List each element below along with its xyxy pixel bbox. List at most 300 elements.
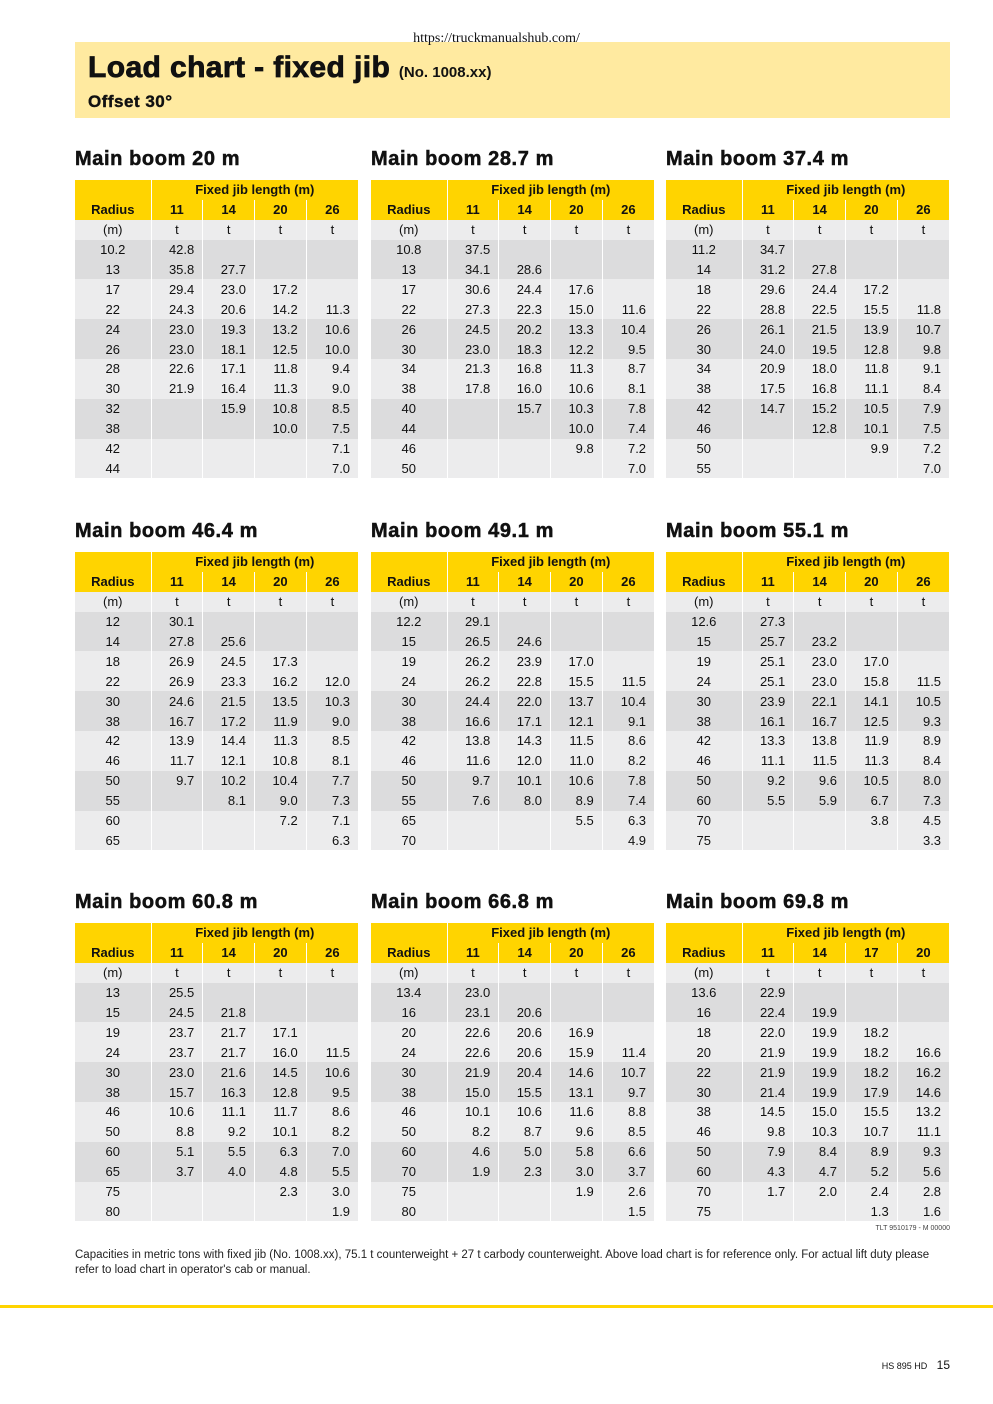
capacity-cell: 16.9 [551, 1022, 603, 1042]
capacity-cell: 11.6 [551, 1102, 603, 1122]
jib-length-header: 26 [602, 572, 654, 592]
capacity-cell: 8.7 [602, 359, 654, 379]
capacity-cell [255, 1201, 307, 1221]
ton-unit: t [602, 592, 654, 612]
header-spacer [666, 180, 742, 200]
capacity-cell [203, 240, 255, 260]
table-row [75, 299, 358, 319]
capacity-cell: 5.0 [499, 1142, 551, 1162]
load-table-block [75, 891, 358, 1221]
radius-cell: 60 [666, 1162, 742, 1182]
radius-cell: 19 [75, 1022, 151, 1042]
capacity-cell: 6.6 [602, 1142, 654, 1162]
header-spacer [371, 923, 447, 943]
radius-cell: 44 [75, 458, 151, 478]
capacity-cell: 9.1 [897, 359, 949, 379]
capacity-cell: 31.2 [742, 260, 794, 280]
capacity-cell: 3.0 [551, 1162, 603, 1182]
capacity-cell: 2.6 [602, 1182, 654, 1202]
table-row [371, 260, 654, 280]
table-row [371, 612, 654, 632]
capacity-cell [602, 612, 654, 632]
capacity-cell: 8.1 [602, 379, 654, 399]
capacity-cell: 27.7 [203, 260, 255, 280]
capacity-cell: 9.6 [794, 771, 846, 791]
table-row [75, 1201, 358, 1221]
capacity-cell: 2.8 [897, 1182, 949, 1202]
radius-cell: 50 [666, 771, 742, 791]
radius-cell: 46 [666, 1122, 742, 1142]
capacity-cell: 8.7 [499, 1122, 551, 1142]
capacity-cell: 11.4 [602, 1042, 654, 1062]
capacity-cell: 24.6 [151, 691, 203, 711]
radius-cell: 46 [666, 751, 742, 771]
capacity-cell: 14.5 [742, 1102, 794, 1122]
capacity-cell: 9.7 [602, 1082, 654, 1102]
capacity-cell: 8.0 [499, 791, 551, 811]
capacity-cell: 19.9 [794, 1003, 846, 1023]
load-table [371, 552, 654, 850]
capacity-cell: 3.0 [306, 1182, 358, 1202]
radius-cell: 42 [666, 399, 742, 419]
capacity-cell: 10.1 [499, 771, 551, 791]
capacity-cell: 20.9 [742, 359, 794, 379]
capacity-cell: 1.9 [447, 1162, 499, 1182]
capacity-cell [897, 1003, 949, 1023]
capacity-cell: 34.1 [447, 260, 499, 280]
table-row [75, 1062, 358, 1082]
capacity-cell [203, 830, 255, 850]
table-row [666, 711, 949, 731]
capacity-cell [203, 458, 255, 478]
capacity-cell: 6.7 [846, 791, 898, 811]
capacity-cell: 11.3 [551, 359, 603, 379]
capacity-cell: 34.7 [742, 240, 794, 260]
table-title: Main boom 55.1 m [666, 520, 849, 542]
capacity-cell: 19.9 [794, 1082, 846, 1102]
capacity-cell: 10.0 [255, 419, 307, 439]
capacity-cell: 8.1 [306, 751, 358, 771]
capacity-cell: 12.2 [551, 339, 603, 359]
radius-cell: 46 [666, 419, 742, 439]
table-row [371, 983, 654, 1003]
capacity-cell: 11.3 [306, 299, 358, 319]
table-title: Main boom 60.8 m [75, 891, 258, 913]
ton-unit: t [255, 963, 307, 983]
capacity-cell: 21.4 [742, 1082, 794, 1102]
table-row [371, 830, 654, 850]
table-row [666, 1022, 949, 1042]
capacity-cell: 7.3 [306, 791, 358, 811]
table-row [75, 260, 358, 280]
radius-cell: 75 [666, 1201, 742, 1221]
capacity-cell: 7.5 [306, 419, 358, 439]
radius-cell: 50 [75, 771, 151, 791]
jib-length-header: 26 [306, 572, 358, 592]
capacity-cell: 12.5 [255, 339, 307, 359]
radius-cell: 70 [371, 830, 447, 850]
capacity-cell [203, 419, 255, 439]
radius-cell: 24 [75, 1042, 151, 1062]
load-table-block [75, 148, 358, 478]
capacity-cell: 15.9 [551, 1042, 603, 1062]
table-header-row [666, 200, 949, 220]
table-row [371, 399, 654, 419]
capacity-cell [846, 240, 898, 260]
radius-cell: 30 [666, 691, 742, 711]
capacity-cell: 8.2 [447, 1122, 499, 1142]
capacity-cell [897, 260, 949, 280]
capacity-cell [151, 1201, 203, 1221]
fixed-jib-header: Fixed jib length (m) [151, 552, 358, 572]
capacity-cell: 12.5 [846, 711, 898, 731]
capacity-cell: 14.3 [499, 731, 551, 751]
radius-cell: 20 [371, 1022, 447, 1042]
capacity-cell [742, 458, 794, 478]
capacity-cell: 21.8 [203, 1003, 255, 1023]
capacity-cell: 7.4 [602, 791, 654, 811]
capacity-cell: 9.7 [447, 771, 499, 791]
capacity-cell: 11.1 [846, 379, 898, 399]
radius-cell: 65 [75, 830, 151, 850]
jib-length-header: 14 [499, 572, 551, 592]
capacity-cell [499, 811, 551, 831]
radius-cell: 22 [75, 671, 151, 691]
table-row [371, 751, 654, 771]
ton-unit: t [447, 963, 499, 983]
capacity-cell: 10.8 [255, 751, 307, 771]
radius-cell: 30 [75, 691, 151, 711]
table-header-row [75, 200, 358, 220]
capacity-cell [846, 1003, 898, 1023]
capacity-cell: 23.0 [447, 983, 499, 1003]
capacity-cell [255, 612, 307, 632]
header-spacer [666, 923, 742, 943]
table-header-row [75, 943, 358, 963]
jib-length-header: 20 [551, 200, 603, 220]
capacity-cell: 5.1 [151, 1142, 203, 1162]
ton-unit: t [742, 592, 794, 612]
table-row [75, 830, 358, 850]
capacity-cell [151, 830, 203, 850]
radius-cell: 28 [75, 359, 151, 379]
radius-cell: 50 [666, 439, 742, 459]
capacity-cell: 2.3 [255, 1182, 307, 1202]
capacity-cell: 25.1 [742, 671, 794, 691]
capacity-cell: 7.8 [602, 771, 654, 791]
jib-length-header: 14 [499, 200, 551, 220]
radius-cell: 60 [75, 811, 151, 831]
radius-cell: 60 [371, 1142, 447, 1162]
radius-cell: 38 [75, 1082, 151, 1102]
table-row [371, 279, 654, 299]
capacity-cell: 18.3 [499, 339, 551, 359]
capacity-cell: 11.0 [551, 751, 603, 771]
capacity-cell [551, 632, 603, 652]
fixed-jib-header: Fixed jib length (m) [447, 552, 654, 572]
units-row [75, 220, 358, 240]
table-row [666, 751, 949, 771]
radius-cell: 17 [371, 279, 447, 299]
table-row [666, 1201, 949, 1221]
capacity-cell: 7.1 [306, 811, 358, 831]
capacity-cell: 3.3 [897, 830, 949, 850]
capacity-cell: 11.5 [551, 731, 603, 751]
capacity-cell: 10.6 [551, 379, 603, 399]
radius-cell: 13 [371, 260, 447, 280]
table-row [75, 1162, 358, 1182]
capacity-cell [499, 439, 551, 459]
capacity-cell: 7.9 [897, 399, 949, 419]
capacity-cell: 10.6 [551, 771, 603, 791]
jib-length-header: 20 [846, 572, 898, 592]
table-row [666, 1162, 949, 1182]
capacity-cell: 22.9 [742, 983, 794, 1003]
ton-unit: t [602, 963, 654, 983]
capacity-cell [602, 1003, 654, 1023]
capacity-cell [447, 439, 499, 459]
capacity-cell: 8.5 [602, 1122, 654, 1142]
capacity-cell: 10.7 [897, 319, 949, 339]
capacity-cell: 17.1 [203, 359, 255, 379]
capacity-cell: 12.1 [203, 751, 255, 771]
capacity-cell [306, 240, 358, 260]
fixed-jib-header: Fixed jib length (m) [151, 180, 358, 200]
table-row [666, 279, 949, 299]
table-row [666, 399, 949, 419]
capacity-cell: 14.6 [897, 1082, 949, 1102]
radius-cell: 15 [371, 632, 447, 652]
radius-cell: 34 [371, 359, 447, 379]
capacity-cell: 9.5 [602, 339, 654, 359]
radius-cell: 65 [371, 811, 447, 831]
capacity-cell: 27.8 [151, 632, 203, 652]
capacity-cell: 8.6 [602, 731, 654, 751]
capacity-cell: 22.8 [499, 671, 551, 691]
capacity-cell: 16.4 [203, 379, 255, 399]
capacity-cell [499, 458, 551, 478]
capacity-cell: 7.0 [897, 458, 949, 478]
radius-cell: 26 [75, 339, 151, 359]
table-row [371, 811, 654, 831]
capacity-cell: 23.7 [151, 1042, 203, 1062]
capacity-cell: 7.2 [602, 439, 654, 459]
table-row [75, 240, 358, 260]
capacity-cell: 12.8 [846, 339, 898, 359]
capacity-cell [255, 458, 307, 478]
table-row [666, 1003, 949, 1023]
radius-header: Radius [75, 200, 151, 220]
table-header-row [371, 572, 654, 592]
capacity-cell: 28.8 [742, 299, 794, 319]
capacity-cell: 22.6 [151, 359, 203, 379]
table-row [75, 791, 358, 811]
capacity-cell: 42.8 [151, 240, 203, 260]
load-table [666, 180, 949, 478]
capacity-cell: 8.4 [897, 379, 949, 399]
ton-unit: t [306, 963, 358, 983]
table-row [75, 651, 358, 671]
capacity-cell: 9.2 [203, 1122, 255, 1142]
capacity-cell [447, 811, 499, 831]
capacity-cell [499, 1201, 551, 1221]
jib-length-header: 11 [151, 572, 203, 592]
radius-cell: 24 [75, 319, 151, 339]
capacity-cell: 2.4 [846, 1182, 898, 1202]
capacity-cell: 9.0 [255, 791, 307, 811]
radius-cell: 46 [75, 751, 151, 771]
capacity-cell: 11.8 [897, 299, 949, 319]
capacity-cell [499, 419, 551, 439]
jib-length-header: 20 [551, 572, 603, 592]
jib-length-header: 14 [499, 943, 551, 963]
capacity-cell [602, 983, 654, 1003]
radius-cell: 32 [75, 399, 151, 419]
table-row [666, 1102, 949, 1122]
capacity-cell [602, 279, 654, 299]
load-table [75, 552, 358, 850]
table-title: Main boom 28.7 m [371, 148, 554, 170]
table-row [75, 1042, 358, 1062]
table-row [371, 651, 654, 671]
radius-cell: 30 [75, 379, 151, 399]
capacity-cell: 17.9 [846, 1082, 898, 1102]
capacity-cell: 7.5 [897, 419, 949, 439]
capacity-cell: 11.3 [255, 731, 307, 751]
table-row [75, 771, 358, 791]
jib-length-header: 11 [742, 572, 794, 592]
capacity-cell: 5.9 [794, 791, 846, 811]
load-table [371, 180, 654, 478]
table-row [371, 419, 654, 439]
capacity-cell [255, 1003, 307, 1023]
load-table-block [371, 891, 654, 1221]
jib-length-header: 26 [897, 572, 949, 592]
table-header-row [666, 180, 949, 200]
capacity-cell [306, 983, 358, 1003]
radius-header: Radius [371, 943, 447, 963]
capacity-cell: 8.1 [203, 791, 255, 811]
capacity-cell: 19.9 [794, 1022, 846, 1042]
capacity-cell: 19.5 [794, 339, 846, 359]
capacity-cell: 26.2 [447, 671, 499, 691]
radius-cell: 13 [75, 983, 151, 1003]
radius-cell: 24 [666, 671, 742, 691]
table-row [666, 1062, 949, 1082]
capacity-cell: 22.1 [794, 691, 846, 711]
capacity-cell: 22.0 [742, 1022, 794, 1042]
capacity-cell: 4.0 [203, 1162, 255, 1182]
capacity-cell: 22.5 [794, 299, 846, 319]
units-row [666, 592, 949, 612]
capacity-cell: 15.5 [551, 671, 603, 691]
header-spacer [371, 552, 447, 572]
capacity-cell: 16.7 [794, 711, 846, 731]
capacity-cell: 23.0 [794, 671, 846, 691]
capacity-cell: 23.1 [447, 1003, 499, 1023]
capacity-cell: 4.8 [255, 1162, 307, 1182]
capacity-cell [551, 612, 603, 632]
capacity-cell [551, 240, 603, 260]
table-header-row [371, 552, 654, 572]
capacity-cell [447, 830, 499, 850]
table-row [371, 379, 654, 399]
capacity-cell: 12.1 [551, 711, 603, 731]
units-row [666, 220, 949, 240]
jib-length-header: 26 [306, 200, 358, 220]
capacity-cell [447, 399, 499, 419]
ton-unit: t [897, 592, 949, 612]
ton-unit: t [551, 592, 603, 612]
ton-unit: t [447, 220, 499, 240]
jib-length-header: 20 [255, 943, 307, 963]
capacity-cell: 16.8 [794, 379, 846, 399]
capacity-cell: 10.7 [602, 1062, 654, 1082]
capacity-cell [151, 1182, 203, 1202]
jib-length-header: 26 [306, 943, 358, 963]
footer-model: HS 895 HD [881, 1361, 928, 1371]
capacity-cell: 20.4 [499, 1062, 551, 1082]
capacity-cell: 23.0 [794, 651, 846, 671]
jib-length-header: 26 [602, 200, 654, 220]
capacity-cell [602, 260, 654, 280]
jib-length-header: 11 [447, 943, 499, 963]
radius-cell: 34 [666, 359, 742, 379]
capacity-cell: 28.6 [499, 260, 551, 280]
units-row [371, 220, 654, 240]
capacity-cell: 23.0 [203, 279, 255, 299]
capacity-cell: 11.5 [897, 671, 949, 691]
capacity-cell: 20.6 [499, 1042, 551, 1062]
capacity-cell: 17.2 [203, 711, 255, 731]
capacity-cell: 11.1 [742, 751, 794, 771]
jib-length-header: 14 [794, 200, 846, 220]
capacity-cell: 9.3 [897, 711, 949, 731]
capacity-cell: 9.8 [551, 439, 603, 459]
radius-cell: 14 [666, 260, 742, 280]
capacity-cell: 9.4 [306, 359, 358, 379]
jib-length-header: 14 [203, 943, 255, 963]
capacity-cell: 16.2 [897, 1062, 949, 1082]
table-row [75, 458, 358, 478]
capacity-cell: 23.0 [151, 1062, 203, 1082]
radius-cell: 50 [371, 458, 447, 478]
table-row [75, 419, 358, 439]
table-row [371, 1003, 654, 1023]
radius-cell: 60 [75, 1142, 151, 1162]
table-row [371, 1122, 654, 1142]
capacity-cell: 27.8 [794, 260, 846, 280]
table-row [666, 1142, 949, 1162]
capacity-cell [499, 612, 551, 632]
capacity-cell [742, 439, 794, 459]
capacity-cell: 11.6 [447, 751, 499, 771]
table-row [371, 439, 654, 459]
source-url[interactable]: https://truckmanualshub.com/ [413, 31, 580, 46]
capacity-cell [447, 419, 499, 439]
capacity-cell: 9.7 [151, 771, 203, 791]
capacity-cell [203, 1201, 255, 1221]
radius-cell: 13 [75, 260, 151, 280]
table-row [666, 830, 949, 850]
capacity-cell: 24.5 [447, 319, 499, 339]
capacity-cell: 7.0 [306, 1142, 358, 1162]
units-row [75, 592, 358, 612]
table-row [371, 240, 654, 260]
table-title: Main boom 20 m [75, 148, 241, 170]
capacity-cell: 10.0 [306, 339, 358, 359]
radius-unit: (m) [75, 592, 151, 612]
